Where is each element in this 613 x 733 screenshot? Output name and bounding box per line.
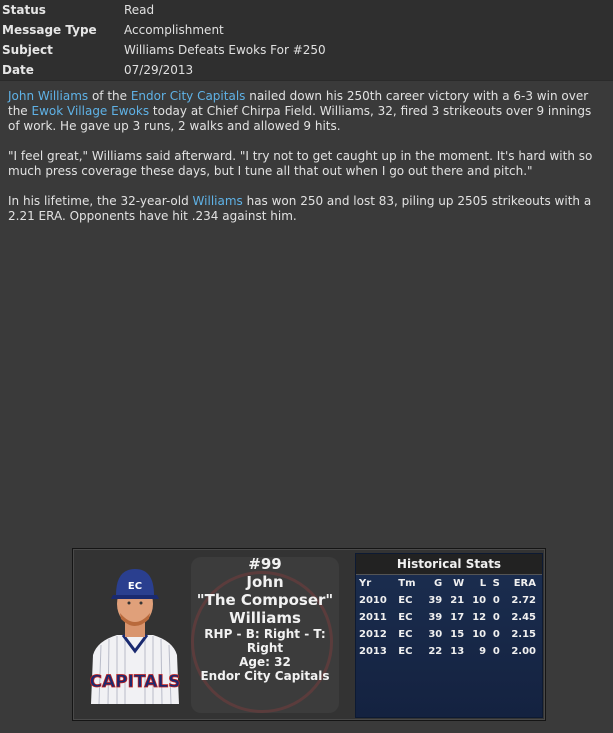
- article-text: today at Chief Chirpa Field. Williams, 32, fired 3 strikeouts over 9 innings of work. He gave up 3 runs, 2 walks and allowed 9 hits.: [8, 104, 592, 133]
- player-card: [72, 548, 546, 721]
- message-header: [0, 0, 613, 81]
- stat-cell: 2011: [359, 612, 387, 623]
- stat-cell: 17: [450, 612, 465, 623]
- article-text: In his lifetime, the 32-year-old: [8, 194, 193, 208]
- header-row-subject: [0, 40, 613, 60]
- stat-cell: EC: [398, 612, 413, 623]
- stat-cell: EC: [398, 595, 413, 606]
- article-text: has won 250 and lost 83, piling up 2505 strikeouts with a 2.21 ERA. Opponents have hit .234 against him.: [8, 194, 592, 223]
- message-type-value: Accomplishment: [124, 23, 224, 37]
- player-nickname: "The Composer": [196, 591, 334, 609]
- stats-title: Historical Stats: [356, 554, 542, 575]
- col-header: Tm: [398, 578, 416, 589]
- date-value: 07/29/2013: [124, 63, 194, 77]
- stat-cell: 2010: [359, 595, 387, 606]
- message-type-label: Message Type: [2, 23, 97, 37]
- opponent-team-link[interactable]: Ewok Village Ewoks: [31, 104, 150, 118]
- status-label: Status: [2, 3, 46, 17]
- article-paragraph: [8, 89, 605, 134]
- table-row: [356, 609, 542, 626]
- stat-cell: 9: [479, 646, 487, 657]
- stat-cell: 10: [472, 595, 487, 606]
- player-info: [191, 555, 339, 683]
- stat-cell: 0: [492, 646, 500, 657]
- col-header: W: [453, 578, 465, 589]
- team-link[interactable]: Endor City Capitals: [130, 89, 246, 103]
- subject-value: Williams Defeats Ewoks For #250: [124, 43, 326, 57]
- stat-cell: 22: [428, 646, 443, 657]
- table-row: [356, 626, 542, 643]
- subject-label: Subject: [2, 43, 53, 57]
- player-first-name: John: [246, 573, 284, 591]
- article-text: nailed down his 250th career victory with a 6-3 win over the: [8, 89, 589, 118]
- article-paragraph: [8, 194, 605, 224]
- stats-header-row: [356, 575, 542, 592]
- player-bio: RHP - B: Right - T: Right: [204, 627, 326, 655]
- stat-cell: EC: [398, 646, 413, 657]
- stat-cell: 0: [492, 629, 500, 640]
- player-team: Endor City Capitals: [200, 669, 330, 683]
- jersey-text: CAPITALS: [89, 672, 181, 692]
- player-link[interactable]: Williams: [192, 194, 243, 208]
- col-header: L: [479, 578, 487, 589]
- stat-cell: EC: [398, 629, 413, 640]
- stat-cell: 2.00: [511, 646, 536, 657]
- cap-logo: EC: [127, 581, 143, 592]
- stats-table: [356, 575, 542, 660]
- stat-cell: 2.45: [511, 612, 536, 623]
- table-row: [356, 592, 542, 609]
- player-photo[interactable]: [87, 559, 183, 704]
- stat-cell: 2012: [359, 629, 387, 640]
- player-number: #99: [248, 555, 282, 573]
- player-link[interactable]: John Williams: [8, 89, 89, 103]
- header-row-date: [0, 60, 613, 80]
- article-text: of the: [88, 89, 131, 103]
- stat-cell: 30: [428, 629, 443, 640]
- stat-cell: 2013: [359, 646, 387, 657]
- stat-cell: 21: [450, 595, 465, 606]
- historical-stats-panel: [355, 553, 543, 718]
- stat-cell: 0: [492, 595, 500, 606]
- stat-cell: 2.15: [511, 629, 536, 640]
- player-age: Age: 32: [239, 655, 291, 669]
- col-header: G: [434, 578, 443, 589]
- col-header: ERA: [513, 578, 536, 589]
- player-last-name: Williams: [229, 609, 301, 627]
- message-body: [0, 81, 613, 224]
- header-row-status: [0, 0, 613, 20]
- stat-cell: 0: [492, 612, 500, 623]
- col-header: Yr: [359, 578, 372, 589]
- article-quote-paragraph: "I feel great," Williams said afterward. "I try not to get caught up in the moment. It's hard with so much press coverage these days, but I tune all that out when I go out there and pitch.": [8, 149, 593, 178]
- header-row-message-type: [0, 20, 613, 40]
- stat-cell: 39: [428, 612, 443, 623]
- date-label: Date: [2, 63, 34, 77]
- status-value: Read: [124, 3, 155, 17]
- stat-cell: 10: [472, 629, 487, 640]
- stat-cell: 15: [450, 629, 465, 640]
- stat-cell: 13: [450, 646, 465, 657]
- stat-cell: 39: [428, 595, 443, 606]
- stat-cell: 2.72: [511, 595, 536, 606]
- col-header: S: [492, 578, 500, 589]
- table-row: [356, 643, 542, 660]
- stat-cell: 12: [472, 612, 487, 623]
